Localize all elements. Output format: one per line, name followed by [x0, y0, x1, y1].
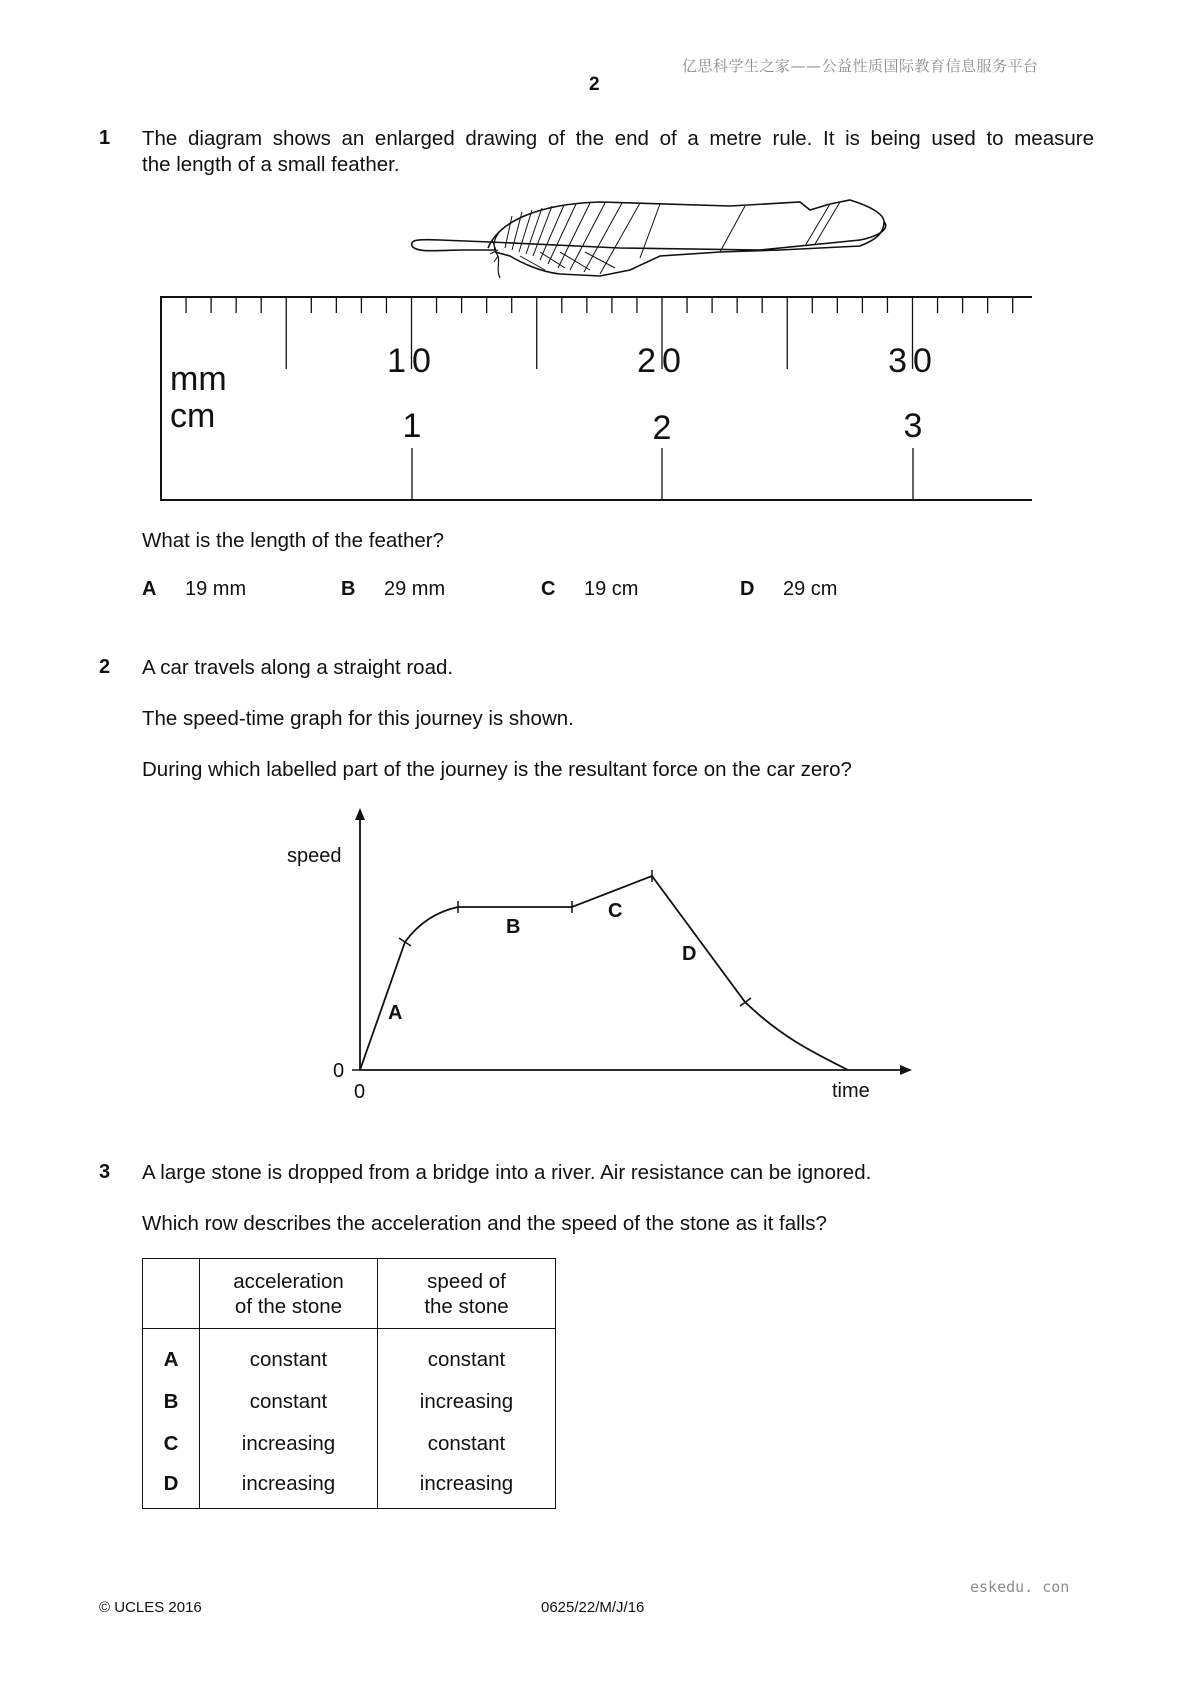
option-b-text: 29 mm	[384, 578, 446, 600]
y-axis-label: speed	[287, 845, 342, 867]
segment-label-c: C	[608, 900, 623, 922]
segment-label-a: A	[388, 1002, 403, 1024]
question-number: 1	[99, 127, 111, 149]
x-origin-label: 0	[354, 1081, 366, 1103]
feather-quill	[412, 222, 886, 250]
option-b-letter: B	[341, 578, 356, 600]
feather-vane	[488, 200, 884, 276]
ruler-mm-label-10: 10	[387, 342, 437, 380]
row-letter: C	[143, 1423, 200, 1465]
option-d-letter: D	[740, 578, 755, 600]
question-text: The diagram shows an enlarged drawing of the end of a metre rule. It is being used to measure	[142, 127, 1094, 150]
question-prompt: What is the length of the feather?	[142, 529, 444, 552]
answer-table	[142, 1258, 556, 1509]
segment-tick	[399, 938, 411, 946]
row-acceleration: increasing	[200, 1465, 378, 1509]
ruler-unit-mm: mm	[170, 360, 227, 398]
row-speed: constant	[378, 1329, 556, 1381]
row-acceleration: increasing	[200, 1423, 378, 1465]
ruler-cm-label-2: 2	[652, 409, 672, 447]
watermark-header: 亿思科学生之家——公益性质国际教育信息服务平台	[682, 57, 1039, 75]
ruler-mm-label-30: 30	[888, 342, 938, 380]
question-text: During which labelled part of the journey is the resultant force on the car zero?	[142, 758, 852, 781]
option-a-letter: A	[142, 578, 157, 600]
question-text: A car travels along a straight road.	[142, 656, 454, 679]
option-c-letter: C	[541, 578, 556, 600]
copyright: © UCLES 2016	[99, 1599, 202, 1616]
option-d-text: 29 cm	[783, 578, 838, 600]
segment-tick	[740, 998, 751, 1006]
ruler-unit-cm: cm	[170, 397, 216, 435]
ruler-diagram	[0, 190, 1190, 510]
metre-rule	[161, 297, 1032, 500]
feather-drawing	[412, 200, 886, 278]
option-c-text: 19 cm	[584, 578, 639, 600]
table-row	[143, 1465, 556, 1509]
speed-time-graph	[0, 800, 1190, 1110]
table-header-speed: speed of the stone	[378, 1259, 556, 1329]
y-origin-label: 0	[333, 1060, 345, 1082]
question-number: 3	[99, 1161, 111, 1183]
question-text: the length of a small feather.	[142, 153, 400, 176]
ruler-mm-label-20: 20	[637, 342, 687, 380]
table-row	[143, 1329, 556, 1381]
page-number: 2	[589, 74, 600, 95]
question-text: A large stone is dropped from a bridge into a river. Air resistance can be ignored.	[142, 1161, 872, 1184]
paper-code: 0625/22/M/J/16	[541, 1599, 645, 1616]
ruler-cm-label-1: 1	[402, 407, 422, 445]
question-number: 2	[99, 656, 111, 678]
x-axis-label: time	[832, 1080, 870, 1102]
table-row	[143, 1423, 556, 1465]
table-header-blank	[143, 1259, 200, 1329]
row-letter: D	[143, 1465, 200, 1509]
row-acceleration: constant	[200, 1329, 378, 1381]
row-speed: increasing	[378, 1381, 556, 1423]
table-header-acceleration: acceleration of the stone	[200, 1259, 378, 1329]
question-text: Which row describes the acceleration and the speed of the stone as it falls?	[142, 1212, 827, 1235]
ruler-ticks	[186, 297, 1013, 500]
segment-label-b: B	[506, 916, 521, 938]
speed-curve	[360, 876, 848, 1070]
table-row	[143, 1381, 556, 1423]
row-letter: B	[143, 1381, 200, 1423]
ruler-cm-label-3: 3	[903, 407, 923, 445]
option-a-text: 19 mm	[185, 578, 247, 600]
row-acceleration: constant	[200, 1381, 378, 1423]
segment-label-d: D	[682, 943, 697, 965]
watermark-footer: eskedu. con	[970, 1578, 1070, 1596]
row-letter: A	[143, 1329, 200, 1381]
row-speed: constant	[378, 1423, 556, 1465]
question-text: The speed-time graph for this journey is shown.	[142, 707, 574, 730]
row-speed: increasing	[378, 1465, 556, 1509]
